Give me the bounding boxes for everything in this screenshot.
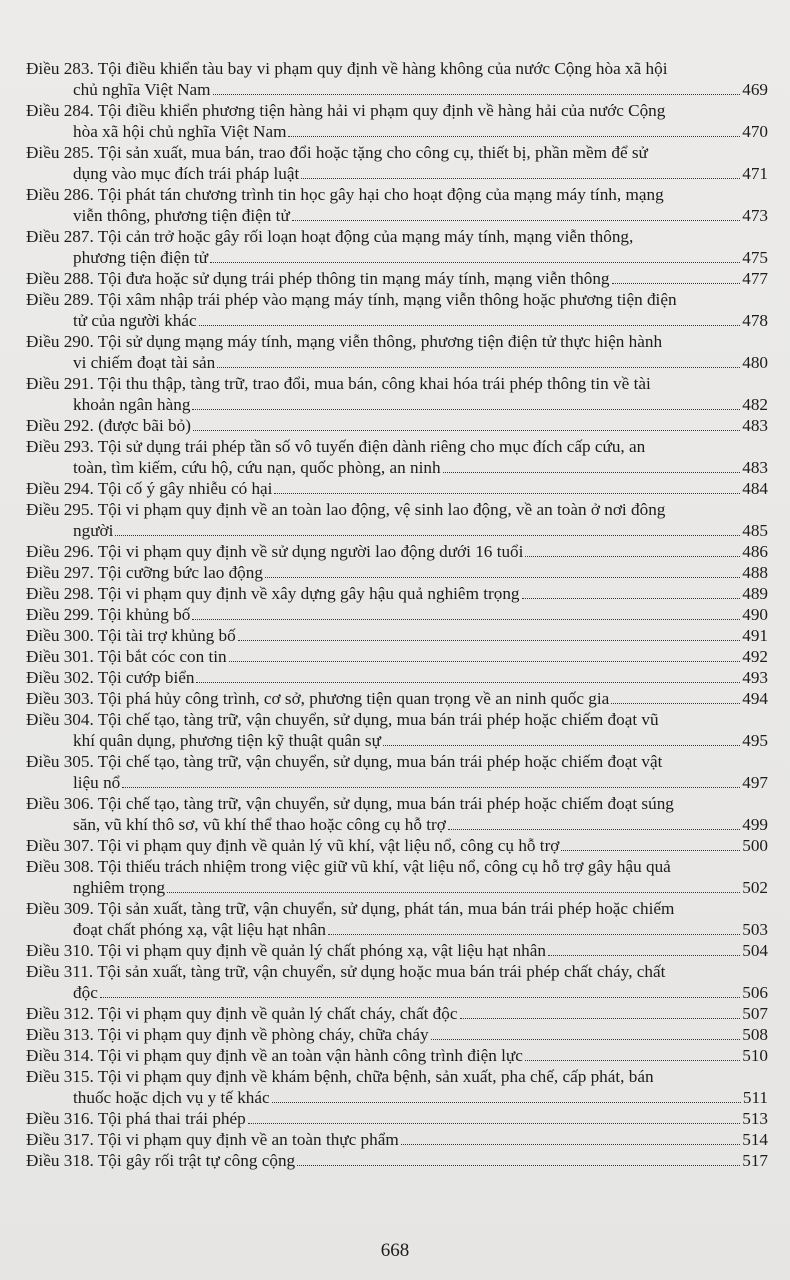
dot-leader	[448, 829, 740, 830]
toc-entry-text: Điều 300. Tội tài trợ khủng bố	[26, 626, 236, 645]
toc-entry-text: Điều 302. Tội cướp biển	[26, 668, 195, 687]
toc-entry	[26, 1024, 768, 1045]
toc-entry-title-line	[26, 499, 768, 520]
toc-entry-text: Điều 296. Tội vi phạm quy định về sử dụng người lao động dưới 16 tuổi	[26, 542, 524, 561]
toc-entry	[26, 751, 768, 793]
toc-entry	[26, 184, 768, 226]
toc-entry	[26, 289, 768, 331]
toc-entry-text: khoản ngân hàng	[73, 395, 191, 414]
toc-entry	[26, 478, 768, 499]
dot-leader	[229, 661, 741, 662]
toc-entry	[26, 268, 768, 289]
toc-entry-title-line	[26, 541, 768, 562]
toc-entry-title-line	[26, 226, 768, 247]
toc-entry-text: Điều 304. Tội chế tạo, tàng trữ, vận chuyển, sử dụng, mua bán trái phép hoặc chiếm đoạt vũ	[26, 710, 659, 729]
toc-entry-text: Điều 311. Tội sản xuất, tàng trữ, vận chuyển, sử dụng hoặc mua bán trái phép chất cháy, chất	[26, 962, 666, 981]
toc-entry-continuation-line	[26, 730, 768, 751]
toc-entry-page: 475	[742, 248, 768, 267]
toc-entry-text: dụng vào mục đích trái pháp luật	[73, 164, 300, 183]
dot-leader	[192, 619, 740, 620]
toc-entry-text: Điều 293. Tội sử dụng trái phép tần số vô tuyến điện dành riêng cho mục đích cấp cứu, an	[26, 437, 646, 456]
toc-entry-text: người	[73, 521, 114, 540]
toc-entry	[26, 1003, 768, 1024]
toc-entry-page: 510	[742, 1046, 768, 1065]
toc-entry-title-line	[26, 1024, 768, 1045]
toc-entry-title-line	[26, 436, 768, 457]
dot-leader	[122, 787, 740, 788]
toc-entry-title-line	[26, 478, 768, 499]
toc-entry-title-line	[26, 268, 768, 289]
dot-leader	[292, 220, 740, 221]
toc-entry-text: Điều 287. Tội cản trở hoặc gây rối loạn hoạt động của mạng máy tính, mạng viễn thông,	[26, 227, 634, 246]
toc-entry-text: Điều 285. Tội sản xuất, mua bán, trao đổi hoặc tặng cho công cụ, thiết bị, phần mềm để sử	[26, 143, 648, 162]
toc-entry-page: 499	[742, 815, 768, 834]
toc-entry	[26, 541, 768, 562]
toc-entry-continuation-line	[26, 1087, 768, 1108]
toc-entry-continuation-line	[26, 814, 768, 835]
toc-entry	[26, 415, 768, 436]
toc-entry	[26, 898, 768, 940]
toc-entry-title-line	[26, 1108, 768, 1129]
toc-entry-page: 477	[742, 269, 768, 288]
toc-entry-title-line	[26, 583, 768, 604]
toc-entry	[26, 436, 768, 478]
toc-entry-page: 483	[742, 458, 768, 477]
toc-entry-text: Điều 288. Tội đưa hoặc sử dụng trái phép thông tin mạng máy tính, mạng viễn thông	[26, 269, 610, 288]
toc-entry-title-line	[26, 898, 768, 919]
toc-entry-page: 511	[742, 1088, 768, 1107]
toc-entry-text: Điều 308. Tội thiếu trách nhiệm trong việc giữ vũ khí, vật liệu nổ, công cụ hỗ trợ gây hậu quả	[26, 857, 671, 876]
toc-entry-title-line	[26, 373, 768, 394]
toc-entry-title-line	[26, 1066, 768, 1087]
toc-entry-page: 480	[742, 353, 768, 372]
toc-entry	[26, 226, 768, 268]
dot-leader	[328, 934, 740, 935]
toc-entry-page: 494	[742, 689, 768, 708]
toc-entry-text: Điều 318. Tội gây rối trật tự công cộng	[26, 1151, 296, 1170]
dot-leader	[383, 745, 740, 746]
toc-entry-text: Điều 292. (được bãi bỏ)	[26, 416, 191, 435]
dot-leader	[274, 493, 740, 494]
dot-leader	[401, 1144, 740, 1145]
toc-entry-text: Điều 299. Tội khủng bố	[26, 605, 191, 624]
toc-entry-title-line	[26, 646, 768, 667]
toc-entry-text: Điều 303. Tội phá hủy công trình, cơ sở, phương tiện quan trọng về an ninh quốc gia	[26, 689, 610, 708]
toc-entry	[26, 709, 768, 751]
dot-leader	[301, 178, 740, 179]
dot-leader	[100, 997, 740, 998]
toc-entry-text: Điều 314. Tội vi phạm quy định về an toàn vận hành công trình điện lực	[26, 1046, 523, 1065]
toc-entry-page: 486	[742, 542, 768, 561]
dot-leader	[611, 703, 740, 704]
dot-leader	[265, 577, 740, 578]
toc-entry-continuation-line	[26, 247, 768, 268]
toc-entry-text: chủ nghĩa Việt Nam	[73, 80, 211, 99]
dot-leader	[272, 1102, 741, 1103]
toc-entry	[26, 562, 768, 583]
toc-entry-text: phương tiện điện tử	[73, 248, 209, 267]
toc-entry-page: 503	[742, 920, 768, 939]
dot-leader	[210, 262, 740, 263]
toc-entry-page: 500	[742, 836, 768, 855]
toc-entry-title-line	[26, 688, 768, 709]
toc-entry-text: Điều 309. Tội sản xuất, tàng trữ, vận chuyển, sử dụng, phát tán, mua bán trái phép hoặc chiếm	[26, 899, 675, 918]
toc-entry-text: Điều 294. Tội cố ý gây nhiễu có hại	[26, 479, 273, 498]
toc-entry-continuation-line	[26, 79, 768, 100]
toc-entry-continuation-line	[26, 457, 768, 478]
dot-leader	[288, 136, 740, 137]
dot-leader	[460, 1018, 741, 1019]
dot-leader	[213, 94, 741, 95]
toc-entry-page: 488	[742, 563, 768, 582]
toc-entry-page: 484	[742, 479, 768, 498]
toc-entry-page: 492	[742, 647, 768, 666]
dot-leader	[192, 409, 740, 410]
toc-entry-text: Điều 283. Tội điều khiển tàu bay vi phạm quy định về hàng không của nước Cộng hòa xã hội	[26, 59, 668, 78]
toc-entry-title-line	[26, 1129, 768, 1150]
toc-entry-text: Điều 290. Tội sử dụng mạng máy tính, mạng viễn thông, phương tiện điện tử thực hiện hành	[26, 332, 663, 351]
toc-entry	[26, 1066, 768, 1108]
toc-entry	[26, 58, 768, 100]
toc-entry-title-line	[26, 793, 768, 814]
toc-entry-title-line	[26, 1150, 768, 1171]
toc-entry-page: 502	[742, 878, 768, 897]
toc-entry-page: 478	[742, 311, 768, 330]
toc-entry-page: 491	[742, 626, 768, 645]
toc-entry-text: hòa xã hội chủ nghĩa Việt Nam	[73, 122, 287, 141]
dot-leader	[561, 850, 740, 851]
toc-entry-continuation-line	[26, 310, 768, 331]
dot-leader	[217, 367, 740, 368]
toc-entry-page: 504	[742, 941, 768, 960]
toc-entry	[26, 1129, 768, 1150]
toc-entry-page: 513	[742, 1109, 768, 1128]
toc-entry-text: toàn, tìm kiếm, cứu hộ, cứu nạn, quốc phòng, an ninh	[73, 458, 441, 477]
toc-entry-page: 485	[742, 521, 768, 540]
toc-entry-continuation-line	[26, 163, 768, 184]
toc-entry-title-line	[26, 667, 768, 688]
toc-entry-text: Điều 306. Tội chế tạo, tàng trữ, vận chuyển, sử dụng, mua bán trái phép hoặc chiếm đoạt súng	[26, 794, 674, 813]
dot-leader	[193, 430, 740, 431]
toc-entry-page: 497	[742, 773, 768, 792]
toc-entry-page: 514	[742, 1130, 768, 1149]
toc-entry-page: 517	[742, 1151, 768, 1170]
toc-entry-text: tử của người khác	[73, 311, 197, 330]
dot-leader	[248, 1123, 740, 1124]
toc-entry	[26, 835, 768, 856]
toc-entry-text: Điều 298. Tội vi phạm quy định về xây dựng gây hậu quả nghiêm trọng	[26, 584, 520, 603]
table-of-contents	[26, 58, 768, 1171]
toc-entry-text: Điều 291. Tội thu thập, tàng trữ, trao đổi, mua bán, công khai hóa trái phép thông tin về tài	[26, 374, 651, 393]
toc-entry-page: 508	[742, 1025, 768, 1044]
toc-entry-continuation-line	[26, 919, 768, 940]
toc-entry-title-line	[26, 289, 768, 310]
toc-entry-text: Điều 286. Tội phát tán chương trình tin học gây hại cho hoạt động của mạng máy tính, mạng	[26, 185, 664, 204]
toc-entry-text: độc	[73, 983, 98, 1002]
toc-entry-text: Điều 284. Tội điều khiển phương tiện hàng hải vi phạm quy định về hàng hải của nước Cộng	[26, 101, 666, 120]
toc-entry-title-line	[26, 184, 768, 205]
toc-entry	[26, 667, 768, 688]
dot-leader	[199, 325, 741, 326]
toc-entry	[26, 583, 768, 604]
toc-entry-page: 469	[742, 80, 768, 99]
toc-entry-title-line	[26, 856, 768, 877]
toc-entry	[26, 604, 768, 625]
toc-entry-text: đoạt chất phóng xạ, vật liệu hạt nhân	[73, 920, 326, 939]
toc-entry-page: 473	[742, 206, 768, 225]
toc-entry	[26, 499, 768, 541]
toc-entry-title-line	[26, 142, 768, 163]
toc-entry-text: Điều 315. Tội vi phạm quy định về khám bệnh, chữa bệnh, sản xuất, pha chế, cấp phát, bán	[26, 1067, 654, 1086]
toc-entry-continuation-line	[26, 205, 768, 226]
toc-entry-title-line	[26, 331, 768, 352]
toc-entry-continuation-line	[26, 877, 768, 898]
toc-entry	[26, 688, 768, 709]
toc-entry-title-line	[26, 961, 768, 982]
toc-entry-text: săn, vũ khí thô sơ, vũ khí thể thao hoặc công cụ hỗ trợ	[73, 815, 446, 834]
dot-leader	[525, 556, 740, 557]
page-number: 668	[380, 1240, 410, 1261]
toc-entry-page: 506	[742, 983, 768, 1002]
toc-entry-title-line	[26, 709, 768, 730]
toc-entry-page: 482	[742, 395, 768, 414]
toc-entry	[26, 646, 768, 667]
toc-entry-text: nghiêm trọng	[73, 878, 166, 897]
toc-entry-title-line	[26, 1045, 768, 1066]
toc-entry	[26, 142, 768, 184]
toc-entry	[26, 940, 768, 961]
toc-entry-title-line	[26, 751, 768, 772]
toc-entry	[26, 100, 768, 142]
toc-entry-text: Điều 310. Tội vi phạm quy định về quản lý chất phóng xạ, vật liệu hạt nhân	[26, 941, 546, 960]
dot-leader	[238, 640, 740, 641]
toc-entry-title-line	[26, 625, 768, 646]
toc-entry-text: vi chiếm đoạt tài sản	[73, 353, 216, 372]
toc-entry-page: 495	[742, 731, 768, 750]
toc-entry-page: 489	[742, 584, 768, 603]
toc-entry-title-line	[26, 940, 768, 961]
toc-entry-text: Điều 301. Tội bắt cóc con tin	[26, 647, 227, 666]
toc-entry-text: khí quân dụng, phương tiện kỹ thuật quân sự	[73, 731, 381, 750]
toc-entry	[26, 1108, 768, 1129]
dot-leader	[522, 598, 741, 599]
dot-leader	[196, 682, 740, 683]
toc-entry-continuation-line	[26, 772, 768, 793]
toc-entry-text: Điều 297. Tội cưỡng bức lao động	[26, 563, 263, 582]
toc-entry	[26, 625, 768, 646]
dot-leader	[115, 535, 740, 536]
toc-entry-title-line	[26, 58, 768, 79]
toc-entry-page: 471	[742, 164, 768, 183]
toc-entry-text: liệu nổ	[73, 773, 121, 792]
toc-entry-continuation-line	[26, 520, 768, 541]
toc-entry	[26, 331, 768, 373]
toc-entry-text: Điều 305. Tội chế tạo, tàng trữ, vận chuyển, sử dụng, mua bán trái phép hoặc chiếm đoạt vật	[26, 752, 663, 771]
toc-entry-text: Điều 313. Tội vi phạm quy định về phòng cháy, chữa cháy	[26, 1025, 429, 1044]
toc-entry-text: Điều 317. Tội vi phạm quy định về an toàn thực phẩm	[26, 1130, 399, 1149]
toc-entry-text: Điều 316. Tội phá thai trái phép	[26, 1109, 246, 1128]
toc-entry-title-line	[26, 415, 768, 436]
toc-entry	[26, 373, 768, 415]
dot-leader	[443, 472, 741, 473]
toc-entry	[26, 856, 768, 898]
toc-entry-continuation-line	[26, 121, 768, 142]
dot-leader	[297, 1165, 740, 1166]
toc-entry	[26, 793, 768, 835]
toc-entry-text: Điều 312. Tội vi phạm quy định về quản lý chất cháy, chất độc	[26, 1004, 458, 1023]
toc-entry	[26, 1045, 768, 1066]
toc-entry-continuation-line	[26, 394, 768, 415]
toc-entry-page: 470	[742, 122, 768, 141]
toc-entry-text: Điều 295. Tội vi phạm quy định về an toàn lao động, vệ sinh lao động, về an toàn ở nơi đông	[26, 500, 666, 519]
toc-entry-page: 490	[742, 605, 768, 624]
dot-leader	[431, 1039, 741, 1040]
toc-entry	[26, 961, 768, 1003]
dot-leader	[612, 283, 741, 284]
toc-entry-title-line	[26, 562, 768, 583]
toc-entry-title-line	[26, 100, 768, 121]
toc-entry-title-line	[26, 604, 768, 625]
toc-entry-continuation-line	[26, 982, 768, 1003]
toc-entry-page: 507	[742, 1004, 768, 1023]
toc-entry-page: 493	[742, 668, 768, 687]
dot-leader	[167, 892, 740, 893]
toc-entry-text: Điều 289. Tội xâm nhập trái phép vào mạng máy tính, mạng viễn thông hoặc phương tiện điện	[26, 290, 677, 309]
toc-entry-continuation-line	[26, 352, 768, 373]
toc-entry-page: 483	[742, 416, 768, 435]
dot-leader	[548, 955, 740, 956]
toc-entry-text: thuốc hoặc dịch vụ y tế khác	[73, 1088, 270, 1107]
toc-entry-title-line	[26, 835, 768, 856]
dot-leader	[525, 1060, 740, 1061]
toc-entry	[26, 1150, 768, 1171]
toc-entry-text: Điều 307. Tội vi phạm quy định về quản lý vũ khí, vật liệu nổ, công cụ hỗ trợ	[26, 836, 560, 855]
toc-entry-text: viễn thông, phương tiện điện tử	[73, 206, 290, 225]
toc-entry-title-line	[26, 1003, 768, 1024]
